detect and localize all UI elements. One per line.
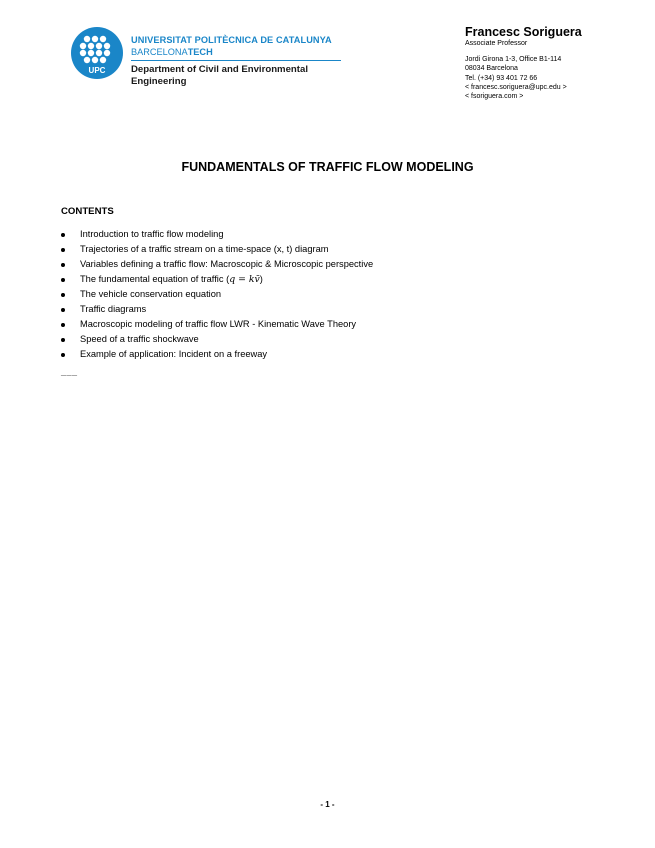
toc-item [61,242,373,257]
equation-close-paren: ) [259,274,263,284]
barcelona-label: BARCELONA [131,47,188,57]
toc-item-label: The fundamental equation of traffic ( [80,274,230,284]
contents-heading: CONTENTS [61,206,114,217]
address-line-1: Jordi Girona 1-3, Office B1-114 [465,56,562,63]
department-line-2: Engineering [131,75,187,87]
university-logo [71,27,361,87]
toc-item [61,287,373,302]
author-address [465,55,650,101]
upc-logo-text: UPC [88,66,106,75]
bullet-icon [61,308,65,312]
bullet-icon [61,263,65,267]
address-line-2: 08034 Barcelona [465,65,518,73]
toc-item [61,302,373,317]
toc-item-label: Example of application: Incident on a freeway [80,349,268,359]
page-number: - 1 - [320,800,335,809]
toc-item-label: Macroscopic modeling of traffic flow LWR - Kinematic Wave Theory [80,319,357,329]
bullet-icon [61,323,65,327]
university-name: UNIVERSITAT POLITÈCNICA DE CATALUNYA [131,35,332,45]
toc-item-label: Traffic diagrams [80,304,147,314]
bullet-icon [61,278,65,282]
section-end-marker: ___ [61,367,78,377]
toc-item-label: Variables defining a traffic flow: Macroscopic & Microscopic perspective [80,259,374,269]
barcelona-tech [131,47,213,57]
table-of-contents [61,227,373,362]
upc-logo-icon [71,27,123,79]
document-title: FUNDAMENTALS OF TRAFFIC FLOW MODELING [181,160,474,174]
email-link[interactable]: < francesc.soriguera@upc.edu > [465,83,567,91]
author-role: Associate Professor [465,40,528,47]
toc-item [61,332,373,347]
bullet-icon [61,248,65,252]
toc-item-label: Speed of a traffic shockwave [80,334,199,344]
logo-divider [131,60,341,61]
author-contact [465,25,650,101]
toc-item [61,347,373,362]
toc-item [61,227,373,242]
toc-item [61,257,373,272]
bullet-icon [61,233,65,237]
tech-label: TECH [187,47,213,57]
toc-item-label: Introduction to traffic flow modeling [80,229,224,239]
toc-item-label: Trajectories of a traffic stream on a time-space (x, t) diagram [80,244,329,254]
toc-item-label: The vehicle conservation equation [80,289,222,299]
toc-item [61,272,373,287]
bullet-icon [61,338,65,342]
department-name [131,64,351,87]
toc-item [61,317,373,332]
phone: Tel. (+34) 93 401 72 66 [465,74,538,82]
author-name: Francesc Soriguera [465,25,582,39]
bullet-icon [61,293,65,297]
website-link[interactable]: < fsoriguera.com > [465,93,524,101]
department-line-1: Department of Civil and Environmental [131,64,308,75]
bullet-icon [61,353,65,357]
fundamental-equation: q = kv̄ [229,274,260,285]
